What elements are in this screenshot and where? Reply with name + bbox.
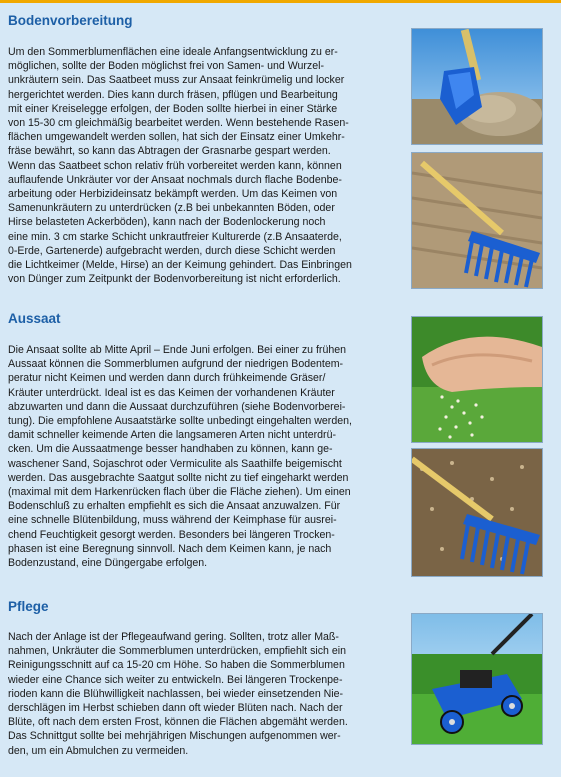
text-pflege: Nach der Anlage ist der Pflegeaufwand gering. Sollten, trotz aller Maß- nahmen, Unkräuter die Sommerblumen unterdrücken, empfiehlt sich ein Reinigungsschnitt auf ca 15-20 cm Höhe. So haben die Sommerblumen wieder eine Chance sich weiter zu entwickeln. Bei längeren Trockenpe- rioden kann die Blühwilligkeit nachlassen, bei wieder einsetzenden Nie- derschlägen im Herbst schieben dann oft wieder Blüten nach. Nach der Blüte, oft nach dem ersten Frost, können die Flächen abgemäht werden. Das Schnittgut sollte bei mehrjährigen Mischungen aufgenommen wer- den, um ein Abmulchen zu vermeiden. [8, 631, 348, 757]
heading-pflege: Pflege [8, 599, 49, 614]
text-aussaat: Die Ansaat sollte ab Mitte April – Ende Juni erfolgen. Bei einer zu frühen Aussaat können die Sommerblumen aufgrund der niedrigen Bodentem- peratur nicht Keimen und werden dann durch frühkeimende Gräser/ Kräuter unterdrückt. Ideal ist es das Keimen der vorhandenen Kräuter abzuwarten und dann die Aussaat durchzuführen (siehe Bodenvorberei- tung). Die empfohlene Ausaatstärke sollte unbedingt eingehalten werden, damit schneller keimende Arten die langsameren Arten nicht unterdrü- cken. Um die Aussaatmenge besser handhaben zu können, kann ge- waschener Sand, Sojaschrot oder Vermiculite als Saathilfe beigemischt werden. Das ausgebrachte Saatgut sollte nicht zu tief eingeharkt werden (maximal mit dem Harkenrücken flach über die Fläche ziehen). Um einen Bodenschluß zu erhalten empfiehlt es sich die Ansaat anzuwalzen. Für eine schnelle Blütenbildung, muss während der Keimphase für ausrei- chend Feuchtigkeit gesorgt werden. Besonders bei längeren Trocken- phasen ist eine Beregnung sinnvoll. Nach dem Keimen kann, je nach Bodenzustand, eine Düngergabe erfolgen. [8, 344, 352, 570]
seed-hand-icon [411, 316, 543, 443]
rake-icon [411, 152, 543, 289]
lawnmower-icon [411, 613, 543, 745]
heading-aussaat: Aussaat [8, 311, 61, 326]
spade-icon [411, 28, 543, 145]
heading-bodenvorbereitung: Bodenvorbereitung [8, 13, 133, 28]
text-bodenvorbereitung: Um den Sommerblumenflächen eine ideale Anfangsentwicklung zu er- möglichen, sollte der Boden möglichst frei von Samen- und Wurzel- unkräutern sein. Das Saatbeet muss zur Ansaat feinkrümelig und locker hergerichtet werden. Dies kann durch fräsen, pflügen und Bearbeitung mit einer Kreiselegge erfolgen, der Boden sollte hierbei in einer Stärke von 15-30 cm gleichmäßig bearbeitet werden. Wenn bestehende Rasen- flächen umgewandelt werden sollen, hat sich der Einsatz einer Umkehr- fräse bewährt, so kann das Abtragen der Grasnarbe gespart werden. Wenn das Saatbeet schon relativ früh vorbereitet werden kann, können auflaufende Unkräuter vor der Ansaat nochmals durch flache Bodenbe- arbeitung oder Herbizideinsatz bekämpft werden. Um das Keimen von Samenunkräutern zu unterdrücken (z.B bei unbekannten Böden, oder Hirse belasteten Ackerböden), kann nach der Bodenlockerung noch eine min. 3 cm starke Schicht unkrautfreier Kulturerde (z.B Ansaaterde, 0-Erde, Gartenerde) aufgebracht werden, durch diese Schicht werden die Lichtkeimer (Melde, Hirse) an der Keimung gehindert. Das Einbringen von Dünger zum Zeitpunkt der Bodenvorbereitung ist nicht erforderlich. [8, 46, 352, 286]
rake-icon [411, 448, 543, 577]
top-accent-line [0, 0, 561, 3]
